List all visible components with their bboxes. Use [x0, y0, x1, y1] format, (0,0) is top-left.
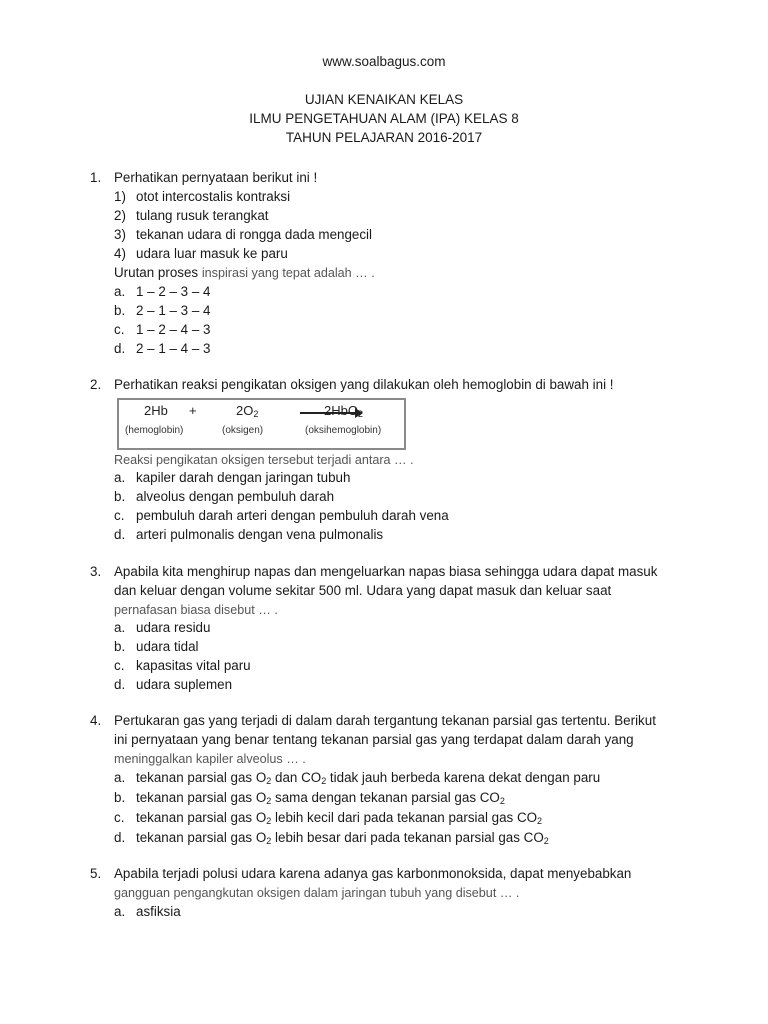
question-line: ini pernyataan yang benar tentang tekanan parsial gas yang terdapat dalam darah yang — [114, 732, 634, 747]
question-line: dan keluar dengan volume sekitar 500 ml. Udara yang dapat masuk dan keluar saat — [114, 583, 612, 598]
option-text: 2 – 1 – 4 – 3 — [136, 341, 211, 356]
question-prompt: Perhatikan reaksi pengikatan oksigen yang dilakukan oleh hemoglobin di bawah ini ! — [114, 377, 614, 392]
equation-plus: + — [189, 403, 197, 418]
option-key: c. — [114, 658, 125, 673]
question-text: Urutan proses — [114, 265, 199, 280]
option-b: b. tekanan parsial gas $O_2$ sama dengan tekanan parsial gas $CO_2$ — [114, 790, 505, 806]
statement-number: 2) — [114, 208, 126, 223]
question-text-cont: inspirasi yang tepat adalah … . — [201, 266, 375, 280]
statement-text: udara luar masuk ke paru — [136, 246, 288, 261]
question-number: 1. — [90, 170, 102, 185]
question-text: meninggalkan kapiler alveolus … . — [114, 752, 306, 766]
question-number: 5. — [90, 866, 102, 881]
equation-hemoglobin: 2Hb — [144, 403, 168, 418]
label-hemoglobin: (hemoglobin) — [125, 425, 184, 436]
equation-oxygen: $2O_2$ — [236, 403, 259, 419]
option-d: d. tekanan parsial gas $O_2$ lebih besar dari pada tekanan parsial gas $CO_2$ — [114, 830, 549, 846]
question-line: Apabila terjadi polusi udara karena adanya gas karbonmonoksida, dapat menyebabkan — [114, 866, 632, 881]
option-text: pembuluh darah arteri dengan pembuluh darah vena — [136, 508, 449, 523]
option-text: 1 – 2 – 4 – 3 — [136, 322, 211, 337]
option-text: kapiler darah dengan jaringan tubuh — [136, 470, 351, 485]
label-oksigen: (oksigen) — [222, 425, 264, 436]
option-text: 1 – 2 – 3 – 4 — [136, 284, 211, 299]
option-text: alveolus dengan pembuluh darah — [136, 489, 335, 504]
statement-number: 1) — [114, 189, 126, 204]
option-text: asfiksia — [136, 904, 181, 919]
option-key: a. — [114, 470, 126, 485]
question-number: 3. — [90, 564, 102, 579]
option-c: c. tekanan parsial gas $O_2$ lebih kecil dari pada tekanan parsial gas $CO_2$ — [114, 810, 543, 826]
exam-year: TAHUN PELAJARAN 2016-2017 — [285, 130, 483, 145]
option-key: c. — [114, 508, 125, 523]
statement-number: 4) — [114, 246, 126, 261]
option-text: udara tidal — [136, 639, 199, 654]
statement-text: otot intercostalis kontraksi — [136, 189, 291, 204]
statement-number: 3) — [114, 227, 126, 242]
option-a: a. tekanan parsial gas $O_2$ dan $CO_2$ tidak jauh berbeda karena dekat dengan paru — [114, 770, 601, 786]
question-number: 4. — [90, 713, 102, 728]
option-key: a. — [114, 904, 126, 919]
question-prompt: Perhatikan pernyataan berikut ini ! — [114, 170, 318, 185]
equation-oxyhemoglobin: 2HbO$_2$ — [324, 403, 363, 419]
question-text: pernafasan biasa disebut … . — [114, 603, 278, 617]
option-key: d. — [114, 341, 126, 356]
option-key: d. — [114, 677, 126, 692]
question-text: Reaksi pengikatan oksigen tersebut terjadi antara … . — [114, 453, 414, 467]
option-key: b. — [114, 489, 126, 504]
option-key: b. — [114, 639, 126, 654]
reaction-equation-box — [117, 398, 406, 450]
exam-title: UJIAN KENAIKAN KELAS — [304, 92, 464, 107]
statement-text: tekanan udara di rongga dada mengecil — [136, 227, 372, 242]
label-oksihemoglobin: (oksihemoglobin) — [305, 425, 382, 436]
question-line: Apabila kita menghirup napas dan mengeluarkan napas biasa sehingga udara dapat masuk — [114, 564, 658, 579]
question-text: gangguan pengangkutan oksigen dalam jaringan tubuh yang disebut … . — [114, 886, 520, 900]
option-key: c. — [114, 322, 125, 337]
option-text: udara residu — [136, 620, 211, 635]
option-text: 2 – 1 – 3 – 4 — [136, 303, 211, 318]
exam-subject: ILMU PENGETAHUAN ALAM (IPA) KELAS 8 — [249, 111, 519, 126]
option-text: arteri pulmonalis dengan vena pulmonalis — [136, 527, 384, 542]
option-key: d. — [114, 527, 126, 542]
option-key: a. — [114, 284, 126, 299]
site-url: www.soalbagus.com — [322, 54, 446, 69]
question-line: Pertukaran gas yang terjadi di dalam darah tergantung tekanan parsial gas tertentu. Berikut — [114, 713, 656, 728]
option-key: a. — [114, 620, 126, 635]
option-text: udara suplemen — [136, 677, 233, 692]
question-number: 2. — [90, 377, 102, 392]
option-text: kapasitas vital paru — [136, 658, 251, 673]
statement-text: tulang rusuk terangkat — [136, 208, 269, 223]
option-key: b. — [114, 303, 126, 318]
